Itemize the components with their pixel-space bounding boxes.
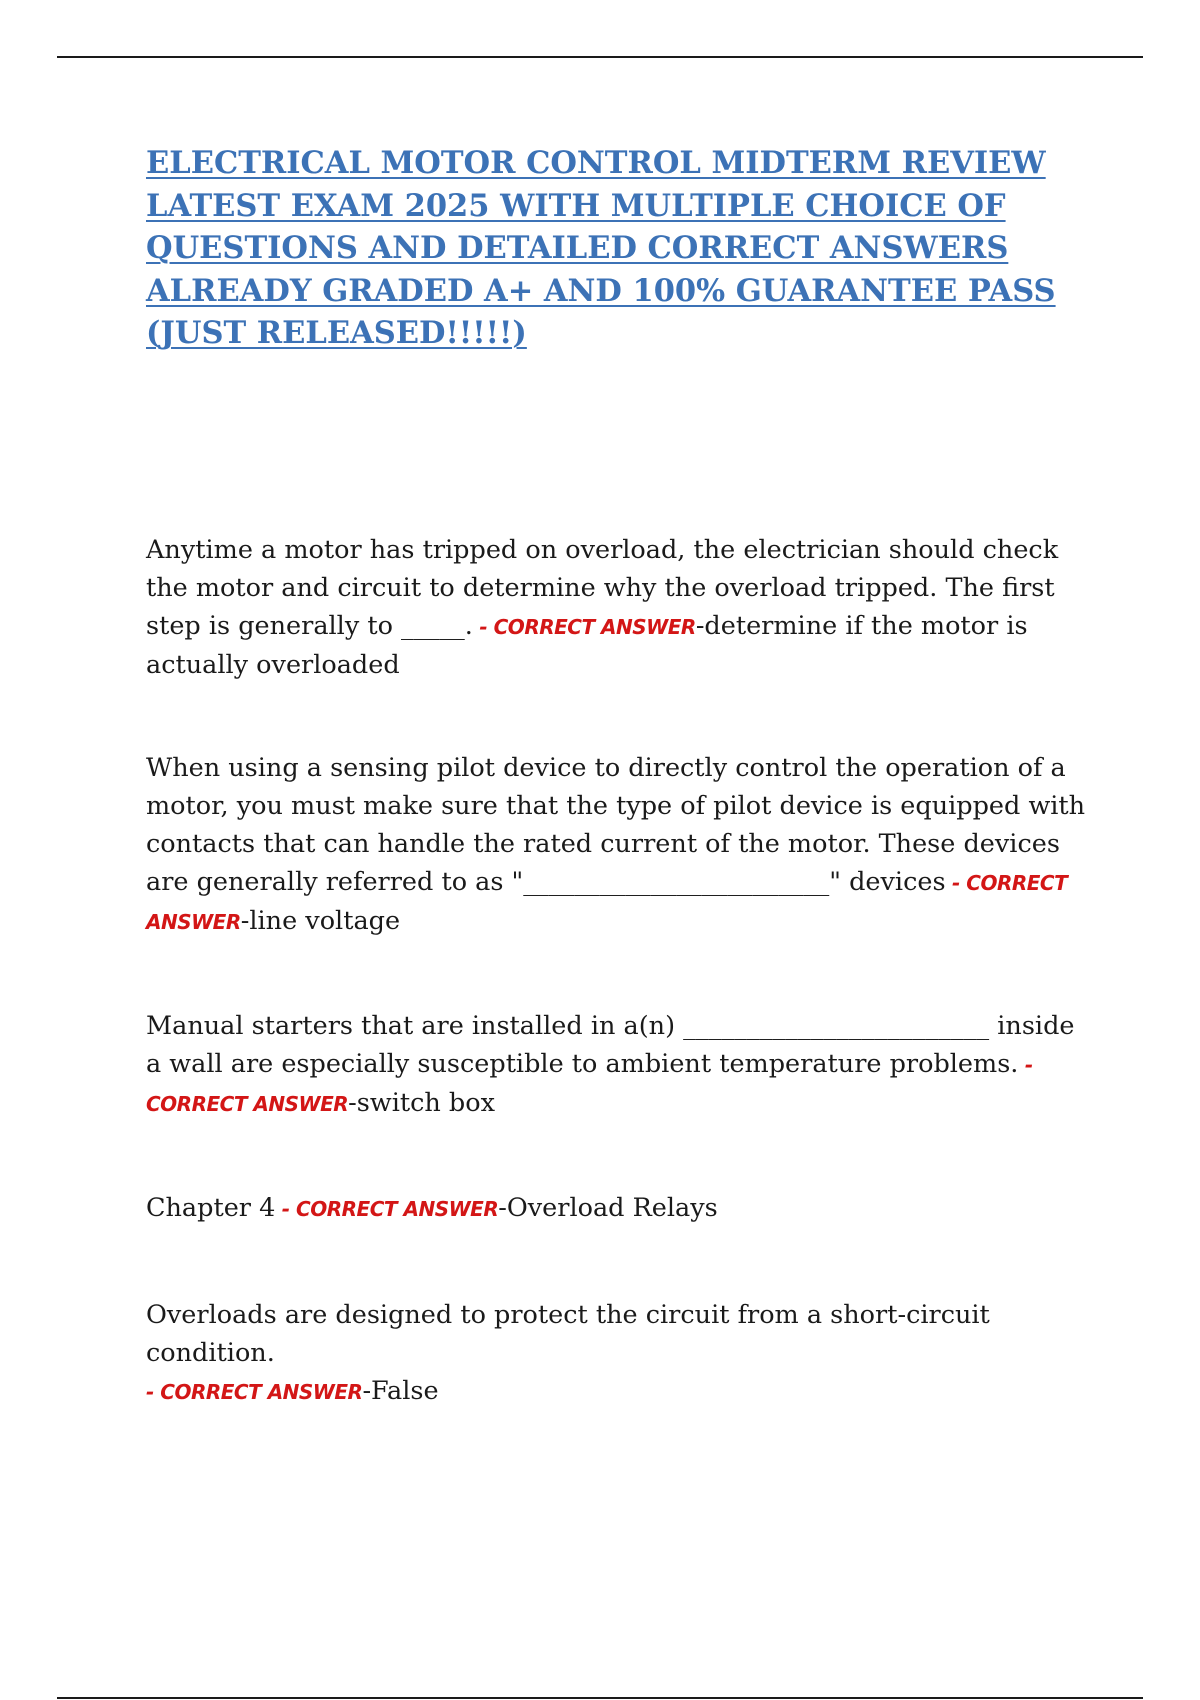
qa-item [146, 749, 1090, 941]
correct-answer-marker: - CORRECT ANSWER [146, 871, 1068, 934]
correct-answer-marker: - CORRECT ANSWER [146, 1053, 1033, 1116]
qa-item [146, 531, 1090, 684]
question-text: Chapter 4 [146, 1193, 276, 1223]
correct-answer-marker: - CORRECT ANSWER [146, 1380, 363, 1404]
footer-rule [57, 1697, 1143, 1699]
qa-item [146, 1007, 1090, 1123]
answer-text: -determine if the motor is actually overloaded [146, 611, 1028, 680]
answer-text: -line voltage [240, 906, 401, 936]
document-title: ELECTRICAL MOTOR CONTROL MIDTERM REVIEW LATEST EXAM 2025 WITH MULTIPLE CHOICE OF QUESTIONS AND DETAILED CORRECT ANSWERS ALREADY GRADED A+ AND 100% GUARANTEE PASS (JUST RELEASED!!!!!) [146, 145, 1056, 351]
answer-text: -switch box [348, 1088, 495, 1118]
header-rule [57, 56, 1143, 58]
question-text: Manual starters that are installed in a(n) ________________________ inside a wall are especially susceptible to ambient temperature problems. [146, 1011, 1075, 1079]
answer-text: -False [362, 1376, 439, 1406]
question-text: Overloads are designed to protect the circuit from a short-circuit condition. [146, 1300, 990, 1368]
correct-answer-marker: - CORRECT ANSWER [275, 1197, 499, 1221]
question-text: When using a sensing pilot device to directly control the operation of a motor, you must make sure that the type of pilot device is equipped with contacts that can handle the rated current of the motor. These devices are generally referred to as "________________________" devices [146, 753, 1086, 897]
answer-text: -Overload Relays [498, 1193, 718, 1223]
qa-item [146, 1296, 1090, 1411]
qa-item [146, 1189, 1090, 1228]
correct-answer-marker: - CORRECT ANSWER [472, 615, 696, 639]
question-text: Anytime a motor has tripped on overload, the electrician should check the motor and circuit to determine why the overload tripped. The first step is generally to _____. [146, 535, 1059, 641]
